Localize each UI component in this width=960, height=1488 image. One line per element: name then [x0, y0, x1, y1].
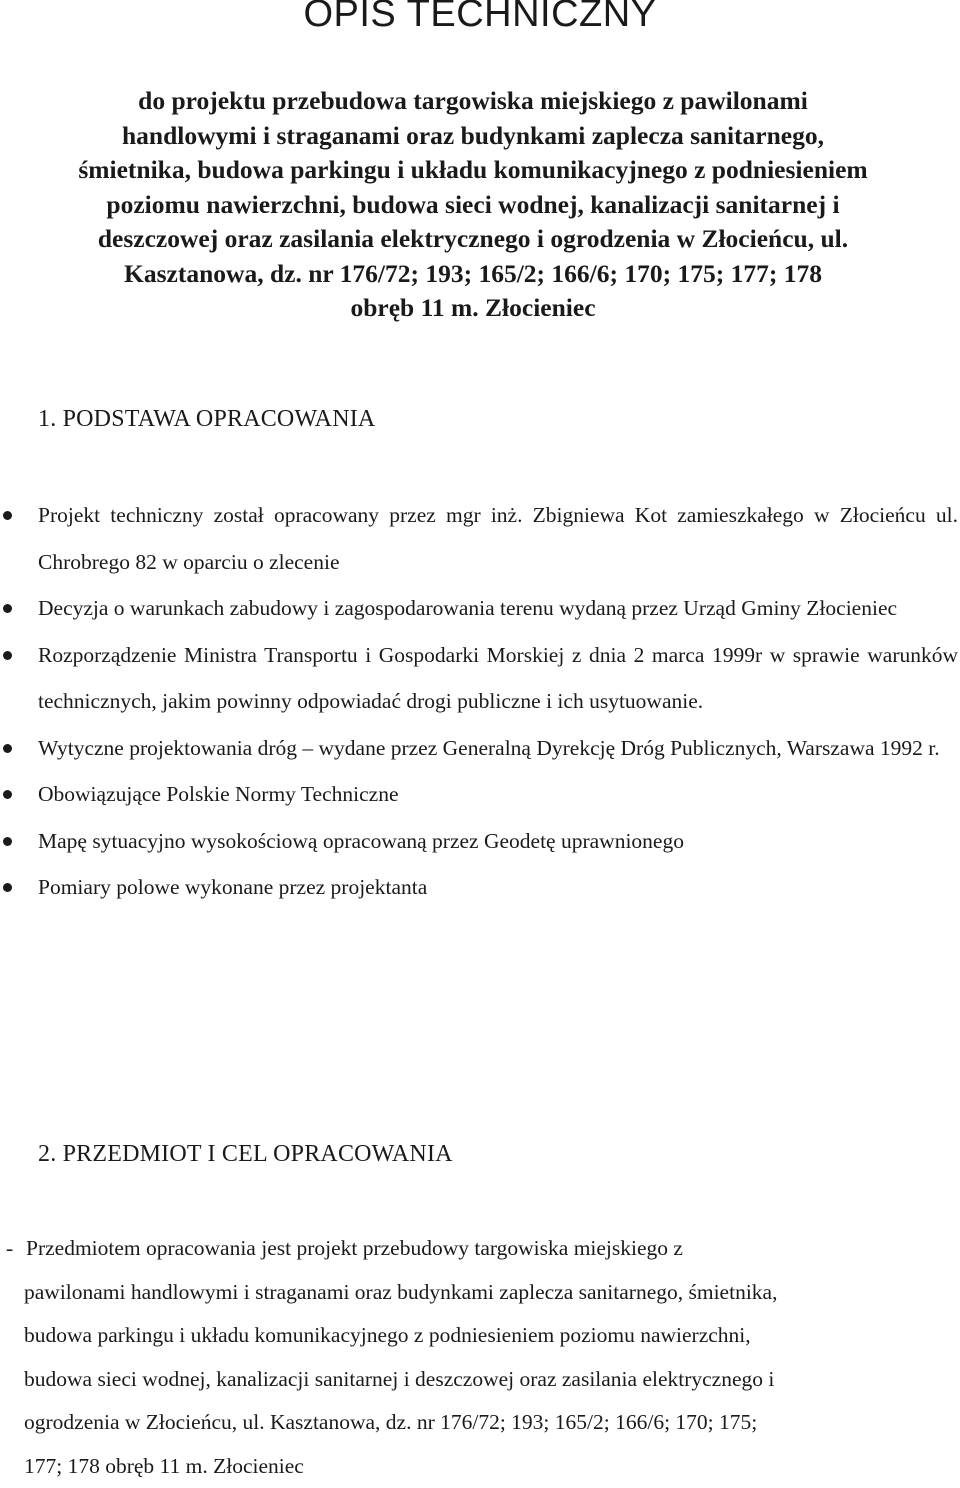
subtitle-line: handlowymi i straganami oraz budynkami zaplecza sanitarnego,	[0, 119, 946, 154]
bullet-icon	[3, 837, 12, 846]
list-item-text: Projekt techniczny został opracowany przez mgr inż. Zbigniewa Kot zamieszkałego w Złocieńcu ul. Chrobrego 82 w oparciu o zlecenie	[38, 492, 958, 585]
list-item	[0, 818, 958, 865]
bullet-icon	[3, 790, 12, 799]
paragraph-line: budowa parkingu i układu komunikacyjnego z podniesieniem poziomu nawierzchni,	[6, 1314, 946, 1358]
subtitle-line: obręb 11 m. Złocieniec	[0, 291, 946, 326]
list-item-text: Obowiązujące Polskie Normy Techniczne	[38, 771, 958, 818]
list-item-text: Decyzja o warunkach zabudowy i zagospodarowania terenu wydaną przez Urząd Gminy Złocieniec	[38, 585, 958, 632]
subtitle-line: do projektu przebudowa targowiska miejskiego z pawilonami	[0, 84, 946, 119]
list-item	[0, 771, 958, 818]
bullet-icon	[3, 651, 12, 660]
list-item-text: Mapę sytuacyjno wysokościową opracowaną przez Geodetę uprawnionego	[38, 818, 958, 865]
list-item	[0, 864, 958, 911]
paragraph-line	[6, 1227, 946, 1271]
paragraph-line: ogrodzenia w Złocieńcu, ul. Kasztanowa, dz. nr 176/72; 193; 165/2; 166/6; 170; 175;	[6, 1401, 946, 1445]
subtitle-line: poziomu nawierzchni, budowa sieci wodnej, kanalizacji sanitarnej i	[0, 188, 946, 223]
list-item-text: Rozporządzenie Ministra Transportu i Gospodarki Morskiej z dnia 2 marca 1999r w sprawie warunków technicznych, jakim powinny odpowiadać drogi publiczne i ich usytuowanie.	[38, 632, 958, 725]
basis-list	[0, 492, 960, 911]
bullet-icon	[3, 883, 12, 892]
subtitle-line: Kasztanowa, dz. nr 176/72; 193; 165/2; 166/6; 170; 175; 177; 178	[0, 257, 946, 292]
paragraph-line: 177; 178 obręb 11 m. Złocieniec	[6, 1445, 946, 1488]
subtitle-line: deszczowej oraz zasilania elektrycznego i ogrodzenia w Złocieńcu, ul.	[0, 222, 946, 257]
list-item	[0, 585, 958, 632]
document-title: OPIS TECHNICZNY	[0, 0, 960, 36]
list-item-text: Wytyczne projektowania dróg – wydane przez Generalną Dyrekcję Dróg Publicznych, Warszawa 1992 r.	[38, 725, 958, 772]
document-subtitle	[0, 84, 946, 326]
paragraph-line: pawilonami handlowymi i straganami oraz budynkami zaplecza sanitarnego, śmietnika,	[6, 1271, 946, 1315]
bullet-icon	[3, 511, 12, 520]
paragraph-line-text: Przedmiotem opracowania jest projekt przebudowy targowiska miejskiego z	[26, 1236, 683, 1260]
list-item-text: Pomiary polowe wykonane przez projektanta	[38, 864, 958, 911]
section-1-heading: 1. PODSTAWA OPRACOWANIA	[38, 404, 375, 434]
list-item	[0, 632, 958, 725]
paragraph-line: budowa sieci wodnej, kanalizacji sanitarnej i deszczowej oraz zasilania elektrycznego i	[6, 1358, 946, 1402]
list-item	[0, 492, 958, 585]
bullet-icon	[3, 744, 12, 753]
section-2-heading: 2. PRZEDMIOT I CEL OPRACOWANIA	[38, 1139, 453, 1169]
list-item	[0, 725, 958, 772]
subtitle-line: śmietnika, budowa parkingu i układu komunikacyjnego z podniesieniem	[0, 153, 946, 188]
dash-marker: -	[6, 1227, 26, 1271]
subject-paragraph	[6, 1227, 946, 1488]
bullet-icon	[3, 604, 12, 613]
